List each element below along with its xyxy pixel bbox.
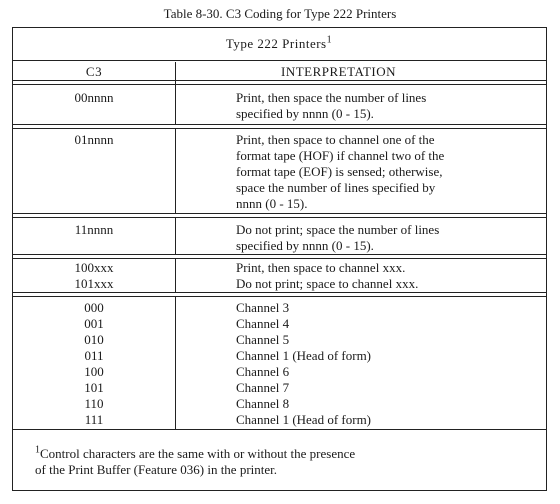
- interpretation-line: Channel 7: [236, 380, 290, 395]
- interpretation-line: Print, then space the number of lines: [236, 90, 427, 105]
- column-header-interpretation: INTERPRETATION: [281, 64, 397, 79]
- interpretation-line: specified by nnnn (0 - 15).: [236, 238, 374, 253]
- code-cell: 100xxx: [74, 260, 114, 275]
- interpretation-line: specified by nnnn (0 - 15).: [236, 106, 374, 121]
- interpretation-line: Print, then space to channel xxx.: [236, 260, 406, 275]
- code-cell: 101: [84, 380, 104, 395]
- interpretation-line: Channel 8: [236, 396, 290, 411]
- interpretation-line: format tape (EOF) is sensed; otherwise,: [236, 164, 443, 179]
- interpretation-line: Do not print; space the number of lines: [236, 222, 440, 237]
- code-cell: 011: [84, 348, 104, 363]
- column-header-c3: C3: [85, 64, 103, 79]
- footnote-mark: 1: [35, 444, 40, 456]
- row-divider: [13, 254, 546, 259]
- interpretation-line: space the number of lines specified by: [236, 180, 436, 195]
- code-cell: 11nnnn: [74, 222, 114, 237]
- table-title-text: Type 222 Printers: [225, 36, 327, 51]
- row-divider: [13, 292, 546, 297]
- row-divider: [13, 124, 546, 129]
- code-cell: 110: [84, 396, 104, 411]
- table-caption: Table 8-30. C3 Coding for Type 222 Printers: [163, 6, 397, 21]
- interpretation-line: Channel 4: [236, 316, 290, 331]
- interpretation-line: Channel 1 (Head of form): [236, 412, 372, 427]
- table-title: [13, 36, 545, 52]
- header-divider: [13, 80, 546, 85]
- column-divider: [175, 62, 176, 429]
- interpretation-line: Print, then space to channel one of the: [236, 132, 435, 147]
- interpretation-line: format tape (HOF) if channel two of the: [236, 148, 445, 163]
- interpretation-line: Do not print; space to channel xxx.: [236, 276, 419, 291]
- title-divider: [13, 60, 546, 61]
- footnote-divider: [13, 429, 546, 430]
- footnote-line: [35, 446, 355, 462]
- interpretation-line: Channel 6: [236, 364, 290, 379]
- c3-coding-table: [12, 27, 547, 491]
- code-cell: 001: [84, 316, 104, 331]
- code-cell: 01nnnn: [74, 132, 114, 147]
- code-cell: 111: [84, 412, 104, 427]
- code-cell: 010: [84, 332, 104, 347]
- footnote-text: Control characters are the same with or without the presence: [40, 446, 356, 461]
- interpretation-line: Channel 1 (Head of form): [236, 348, 372, 363]
- footnote-line: of the Print Buffer (Feature 036) in the printer.: [35, 462, 278, 477]
- title-footnote-mark: 1: [326, 34, 333, 46]
- code-cell: 000: [84, 300, 104, 315]
- row-divider: [13, 213, 546, 218]
- interpretation-line: nnnn (0 - 15).: [236, 196, 308, 211]
- code-cell: 00nnnn: [74, 90, 114, 105]
- interpretation-line: Channel 5: [236, 332, 290, 347]
- interpretation-line: Channel 3: [236, 300, 290, 315]
- code-cell: 101xxx: [74, 276, 114, 291]
- code-cell: 100: [84, 364, 104, 379]
